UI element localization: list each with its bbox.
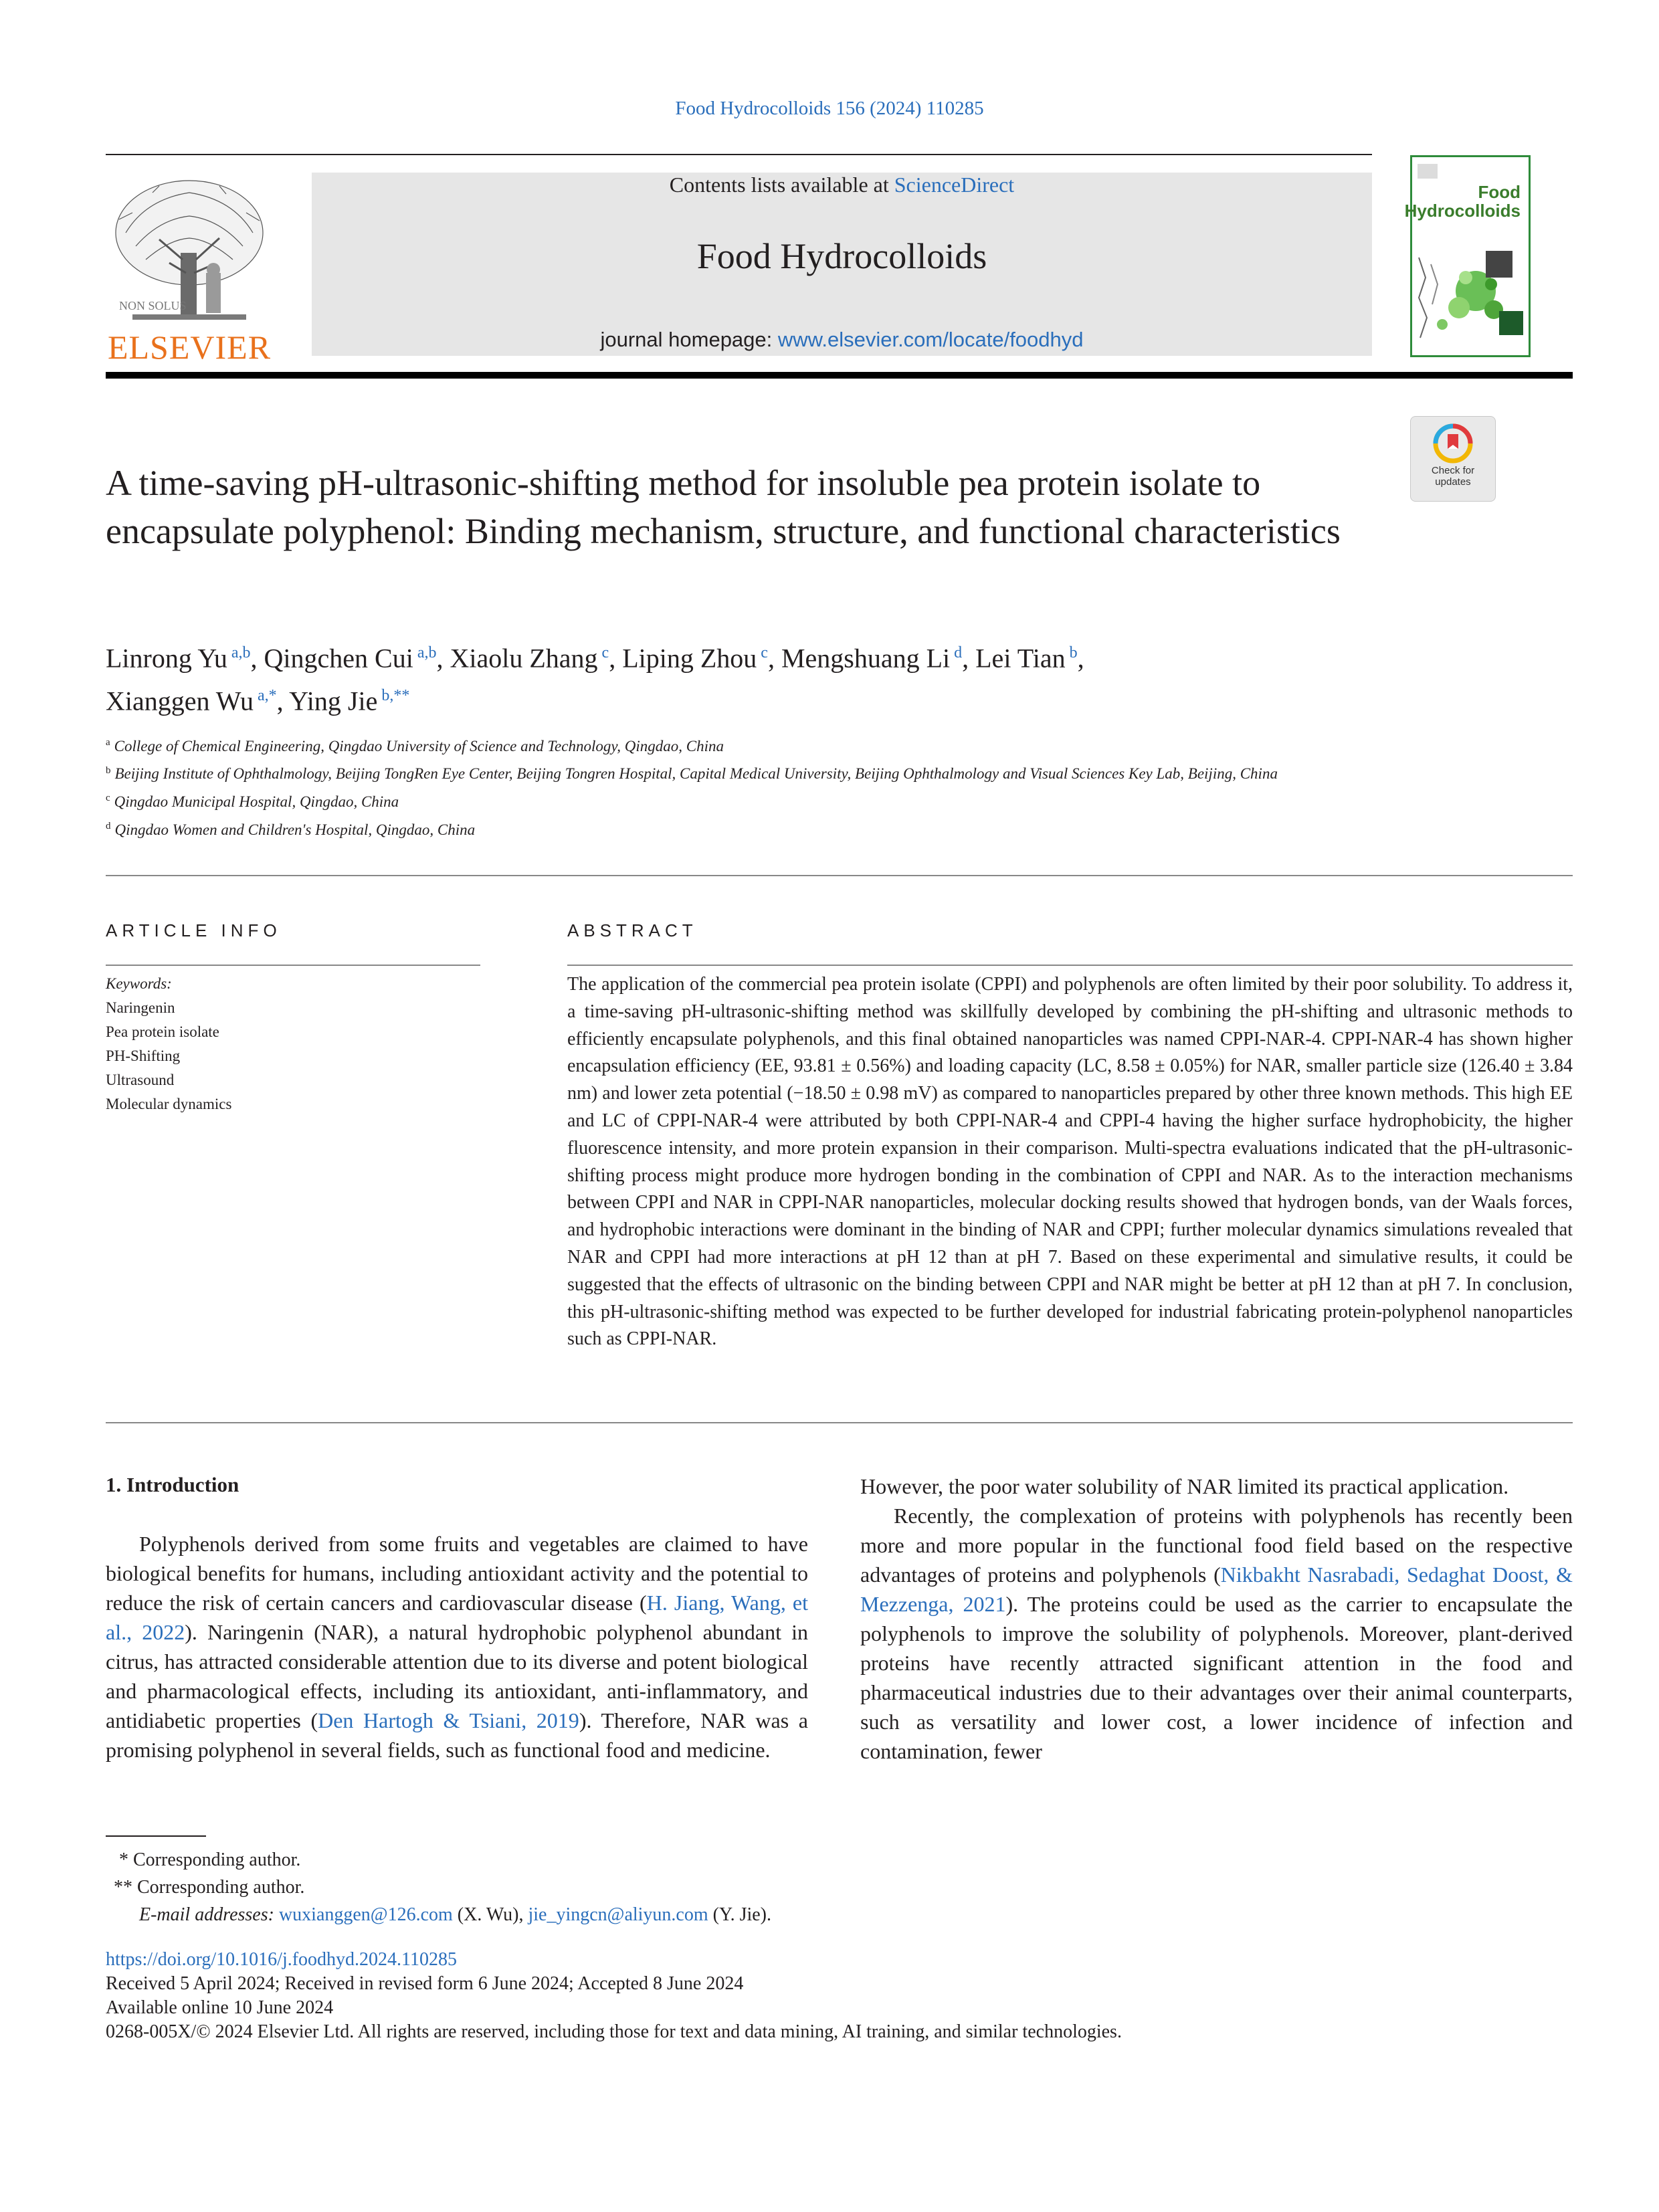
abstract-heading: ABSTRACT <box>567 920 698 940</box>
intro-right-column <box>860 1472 1573 1766</box>
author-name: Qingchen Cui <box>264 643 413 674</box>
author-separator: , <box>1077 643 1084 674</box>
email-jie-owner: (Y. Jie). <box>708 1904 772 1925</box>
check-for-updates-button[interactable] <box>1410 416 1496 502</box>
introduction-heading: 1. Introduction <box>106 1473 239 1496</box>
author-affiliation-marker[interactable]: a,* <box>257 687 277 705</box>
author-name: Liping Zhou <box>622 643 757 674</box>
author-affiliation-marker[interactable]: a,b <box>231 644 251 662</box>
author-affiliation-marker[interactable]: a,b <box>417 644 437 662</box>
ref-jiang-2022[interactable]: H. Jiang, Wang, et al., 2022 <box>106 1591 809 1644</box>
journal-citation[interactable]: Food Hydrocolloids 156 (2024) 110285 <box>675 98 984 119</box>
intro-left-column <box>106 1529 808 1765</box>
keyword-item: Pea protein isolate <box>106 1023 219 1040</box>
author-list <box>106 634 1444 720</box>
author-affiliation-marker[interactable]: b,** <box>381 687 410 705</box>
journal-cover-image[interactable] <box>1404 155 1531 357</box>
footnote-emails <box>106 1901 1444 1928</box>
author-name: Linrong Yu <box>106 643 227 674</box>
abstract-rule <box>567 965 1573 966</box>
keyword-item: Molecular dynamics <box>106 1096 232 1112</box>
affiliation-label: c <box>106 793 110 804</box>
affiliation-text: Beijing Institute of Ophthalmology, Beijing TongRen Eye Center, Beijing Tongren Hospital, Capital Medical University, Beijing Ophthalmology and Visual Sciences Key Lab, Beijing, China <box>114 765 1278 783</box>
available-online: Available online 10 June 2024 <box>106 1997 334 2018</box>
author-separator: , <box>962 643 976 674</box>
journal-homepage <box>312 328 1372 352</box>
contents-prefix: Contents lists available at <box>669 173 894 197</box>
author-affiliation-marker[interactable]: d <box>954 644 963 662</box>
svg-text:NON SOLUS: NON SOLUS <box>119 299 187 312</box>
affiliation-item <box>106 786 1444 814</box>
email-wu-owner: (X. Wu), <box>452 1904 528 1925</box>
elsevier-wordmark: ELSEVIER <box>107 328 272 366</box>
intro-right-text-1: Recently, the complexation of proteins with polyphenols has recently been more and more popular in the functional food field based on the respective advantages of proteins and polyphenols ( <box>860 1504 1573 1587</box>
ref-den-hartogh-2019[interactable]: Den Hartogh & Tsiani, 2019 <box>318 1708 579 1732</box>
article-info-rule <box>106 965 480 966</box>
cover-title-line2: Hydrocolloids <box>1404 201 1521 221</box>
intro-right-paragraph-2 <box>860 1501 1573 1766</box>
affiliation-text: Qingdao Municipal Hospital, Qingdao, China <box>114 793 399 810</box>
affiliation-label: a <box>106 737 110 748</box>
top-rule <box>106 154 1372 155</box>
affiliation-item <box>106 814 1444 842</box>
affiliation-text: Qingdao Women and Children's Hospital, Qingdao, China <box>114 821 476 838</box>
abstract-text: The application of the commercial pea protein isolate (CPPI) and polyphenols are often limited by their poor solubility. To address it, a time-saving pH-ultrasonic-shifting method was skillfully developed by combining the pH-shifting and ultrasonic methods to efficiently encapsulate polyphenols, and this final obtained nanoparticles was named CPPI-NAR-4. CPPI-NAR-4 has shown higher encapsulation efficiency (EE, 93.81 ± 0.56%) and loading capacity (LC, 8.58 ± 0.05%) for NAR, smaller particle size (126.40 ± 3.84 nm) and lower zeta potential (−18.50 ± 0.98 mV) as compared to nanoparticles prepared by other three known methods. This high EE and LC of CPPI-NAR-4 were attributed by both CPPI-NAR-4 and CPPI-4 having the higher surface hydrophobicity, the higher fluorescence intensity, and more protein expansion in their comparison. Multi-spectra evaluations indicated that the pH-ultrasonic-shifting process might produce more hydrogen bonding in the combination of CPPI and NAR. As to the interaction mechanisms between CPPI and NAR in CPPI-NAR nanoparticles, molecular docking results showed that hydrogen bonds, van der Waals forces, and hydrophobic interactions were dominant in the binding of NAR and CPPI; further molecular dynamics simulations revealed that NAR and CPPI had more interactions at pH 12 than at pH 7. Based on these experimental and simulative results, it could be suggested that the effects of ultrasonic on the binding between CPPI and NAR might be better at pH 12 than at pH 7. In conclusion, this pH-ultrasonic-shifting method was expected to be further developed for industrial fabricating protein-polyphenol nanoparticles such as CPPI-NAR. <box>567 974 1573 1350</box>
journal-header-box <box>312 173 1372 356</box>
footnote-corresponding-1: * Corresponding author. <box>119 1849 301 1870</box>
affiliation-list <box>106 730 1444 842</box>
affiliation-label: b <box>106 765 111 776</box>
author-name: Mengshuang Li <box>781 643 951 674</box>
cover-title-line1: Food <box>1478 182 1521 202</box>
author-separator: , <box>250 643 264 674</box>
author-separator: , <box>609 643 623 674</box>
journal-name: Food Hydrocolloids <box>696 236 987 276</box>
keyword-item: PH-Shifting <box>106 1047 181 1064</box>
author-separator: , <box>276 686 290 716</box>
affiliation-label: d <box>106 820 111 831</box>
homepage-link[interactable]: www.elsevier.com/locate/foodhyd <box>777 328 1084 351</box>
check-updates-line1: Check for <box>1431 465 1475 476</box>
check-updates-label <box>1411 465 1495 488</box>
footnote-corresponding-2: ** Corresponding author. <box>114 1877 305 1898</box>
copyright-line: 0268-005X/© 2024 Elsevier Ltd. All rights are reserved, including those for text and data mining, AI training, and similar technologies. <box>106 2021 1122 2042</box>
author-name: Xianggen Wu <box>106 686 254 716</box>
article-title: A time-saving pH-ultrasonic-shifting method for insoluble pea protein isolate to encapsulate polyphenol: Binding mechanism, structure, and functional characteristics <box>106 463 1341 551</box>
doi-link[interactable]: https://doi.org/10.1016/j.foodhyd.2024.110285 <box>106 1949 458 1970</box>
author-name: Lei Tian <box>975 643 1066 674</box>
intro-left-text-3: ). Therefore, NAR was a promising polyphenol in several fields, such as functional food and medicine. <box>106 1708 809 1762</box>
article-info-heading: ARTICLE INFO <box>106 920 282 940</box>
intro-left-text-2: ). Naringenin (NAR), a natural hydrophobic polyphenol abundant in citrus, has attracted considerable attention due to its diverse and potent biological and pharmacological effects, including its antioxidant, anti-inflammatory, and antidiabetic properties ( <box>106 1620 809 1732</box>
email-jie-link[interactable]: jie_yingcn@aliyun.com <box>528 1904 708 1925</box>
received-dates: Received 5 April 2024; Received in revised form 6 June 2024; Accepted 8 June 2024 <box>106 1973 744 1994</box>
footnote-rule <box>106 1835 206 1837</box>
affiliation-item <box>106 759 1444 787</box>
keyword-list <box>106 996 480 1116</box>
affil-rule <box>106 875 1573 876</box>
contents-line <box>312 173 1372 197</box>
intro-right-text-2: ). The proteins could be used as the carrier to encapsulate the polyphenols to improve the solubility of polyphenols. Moreover, plant-derived proteins have recently attracted significant attention in the food and pharmaceutical industries due to their advantages over their animal counterparts, such as versatility and lower cost, a lower incidence of infection and contamination, fewer <box>860 1592 1573 1763</box>
author-name: Xiaolu Zhang <box>450 643 598 674</box>
author-affiliation-marker[interactable]: b <box>1069 644 1078 662</box>
author-affiliation-marker[interactable]: c <box>601 644 609 662</box>
keyword-item: Ultrasound <box>106 1072 175 1088</box>
check-updates-line2: updates <box>1435 476 1471 488</box>
keyword-item: Naringenin <box>106 999 175 1016</box>
email-label: E-mail addresses: <box>139 1904 279 1925</box>
author-separator: , <box>436 643 450 674</box>
cover-title <box>1405 183 1521 220</box>
affiliation-text: College of Chemical Engineering, Qingdao University of Science and Technology, Qingdao, China <box>114 737 724 755</box>
check-updates-icon <box>1433 423 1473 464</box>
ref-nikbakht-2021[interactable]: Nikbakht Nasrabadi, Sedaghat Doost, & Mezzenga, 2021 <box>860 1563 1573 1616</box>
header-thick-rule <box>106 372 1573 379</box>
email-wu-link[interactable]: wuxianggen@126.com <box>278 1904 453 1925</box>
keywords-block <box>106 972 480 1116</box>
author-affiliation-marker[interactable]: c <box>761 644 768 662</box>
keywords-label: Keywords: <box>106 975 172 992</box>
footnotes <box>106 1846 1444 1928</box>
publication-info <box>106 1948 1577 2044</box>
author-separator: , <box>767 643 781 674</box>
abstract-bottom-rule <box>106 1422 1573 1423</box>
sciencedirect-link[interactable]: ScienceDirect <box>894 173 1015 197</box>
homepage-prefix: journal homepage: <box>600 328 778 351</box>
affiliation-item <box>106 730 1444 759</box>
intro-left-text-1: Polyphenols derived from some fruits and vegetables are claimed to have biological benefits for humans, including antioxidant activity and the potential to reduce the risk of certain cancers and cardiovascular disease ( <box>106 1532 808 1615</box>
author-name: Ying Jie <box>289 686 378 716</box>
intro-right-paragraph-1: However, the poor water solubility of NAR limited its practical application. <box>860 1474 1509 1498</box>
